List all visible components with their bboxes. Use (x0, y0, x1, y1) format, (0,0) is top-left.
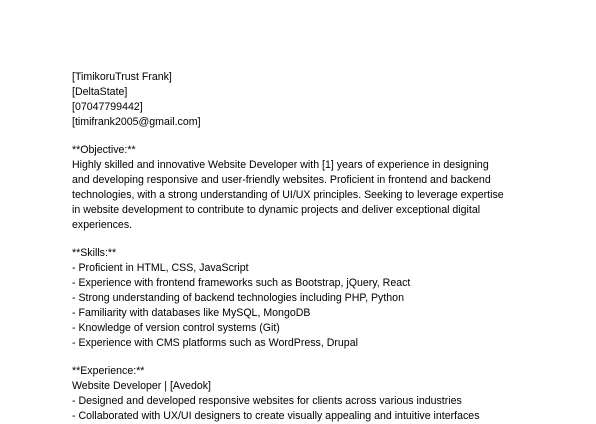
skill-item: - Proficient in HTML, CSS, JavaScript (72, 262, 249, 274)
contact-email: [timifrank2005@gmail.com] (72, 116, 201, 128)
objective-line: in website development to contribute to dynamic projects and deliver exceptional digital (72, 204, 481, 216)
skill-item: - Experience with frontend frameworks such as Bootstrap, jQuery, React (72, 277, 411, 289)
objective-section (72, 143, 572, 233)
objective-line: and developing responsive and user-friendly websites. Proficient in frontend and backend (72, 174, 491, 186)
objective-line: technologies, with a strong understanding of UI/UX principles. Seeking to leverage expertise (72, 189, 504, 201)
skill-item: - Strong understanding of backend technologies including PHP, Python (72, 292, 404, 304)
experience-role: Website Developer | [Avedok] (72, 380, 211, 392)
objective-line: experiences. (72, 219, 133, 231)
experience-section (72, 364, 572, 424)
contact-phone: [07047799442] (72, 101, 143, 113)
skill-item: - Familiarity with databases like MySQL, MongoDB (72, 307, 311, 319)
skills-section (72, 246, 572, 351)
experience-heading: **Experience:** (72, 365, 145, 377)
spacer (72, 233, 572, 246)
experience-item: - Collaborated with UX/UI designers to create visually appealing and intuitive interfaces (72, 410, 480, 422)
spacer (72, 130, 572, 143)
skill-item: - Experience with CMS platforms such as WordPress, Drupal (72, 337, 358, 349)
resume-document (72, 70, 572, 424)
contact-location: [DeltaState] (72, 86, 128, 98)
contact-name: [TimikoruTrust Frank] (72, 71, 172, 83)
objective-line: Highly skilled and innovative Website Developer with [1] years of experience in designing (72, 159, 489, 171)
experience-item: - Designed and developed responsive websites for clients across various industries (72, 395, 462, 407)
skills-heading: **Skills:** (72, 247, 117, 259)
spacer (72, 351, 572, 364)
contact-block (72, 70, 572, 130)
objective-heading: **Objective:** (72, 144, 136, 156)
skill-item: - Knowledge of version control systems (Git) (72, 322, 280, 334)
